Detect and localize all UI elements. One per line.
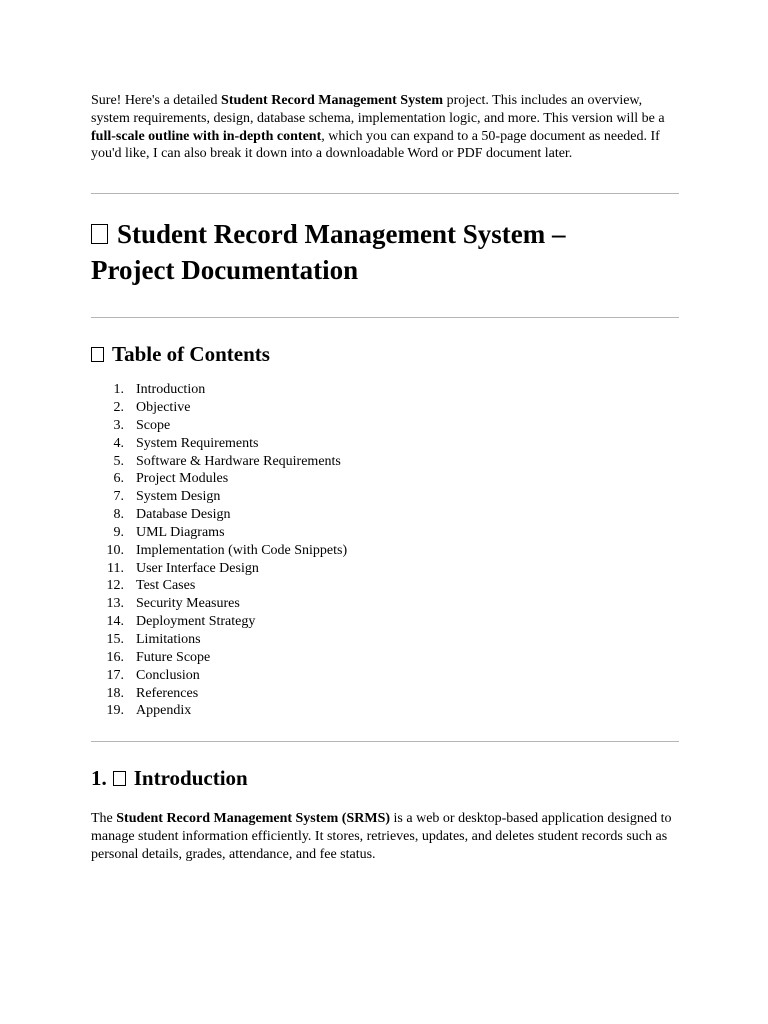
- intro-body-text-1: The: [91, 811, 117, 827]
- toc-item-label: Future Scope: [136, 649, 211, 665]
- toc-item: [91, 506, 679, 524]
- toc-item-label: References: [136, 685, 199, 701]
- document-page: [91, 92, 679, 864]
- toc-item: [91, 685, 679, 703]
- toc-item: [91, 577, 679, 595]
- toc-item-label: Database Design: [136, 507, 231, 523]
- intro-text-3: , which you can expand to a 50-page document as needed. If you'd like, I can also break it down into a downloadable Word or PDF document later.: [91, 128, 660, 162]
- toc-item: [91, 631, 679, 649]
- divider: [91, 741, 679, 742]
- toc-item-label: Conclusion: [136, 667, 200, 683]
- toc-item-number: 4.: [113, 435, 124, 451]
- toc-item-number: 14.: [106, 614, 124, 630]
- toc-item: [91, 453, 679, 471]
- toc-item-number: 17.: [106, 667, 124, 683]
- page-title-line-2: Project Documentation: [91, 255, 359, 286]
- toc-item: [91, 702, 679, 720]
- intro-bold-project-name: Student Record Management System: [221, 93, 444, 108]
- toc-item-label: Software & Hardware Requirements: [136, 453, 341, 469]
- intro-bold-outline: full-scale outline with in-depth content: [91, 128, 322, 144]
- toc-item: [91, 488, 679, 506]
- toc-item-label: UML Diagrams: [136, 524, 225, 540]
- intro-body-text-2: is a web or desktop-based application designed to manage student information efficiently. It stores, retrieves, updates, and deletes student records such as personal details, grades, attendance, and fee status.: [91, 811, 672, 862]
- toc-item-number: 15.: [106, 632, 124, 647]
- toc-item-number: 6.: [113, 471, 124, 487]
- toc-item: [91, 524, 679, 542]
- toc-heading: [91, 341, 679, 367]
- table-of-contents: [91, 381, 679, 720]
- page-title-line-1: Student Record Management System –: [117, 219, 566, 250]
- toc-item: [91, 649, 679, 667]
- toc-item: [91, 470, 679, 488]
- toc-item: [91, 417, 679, 435]
- missing-glyph-box-icon: [113, 771, 126, 786]
- introduction-paragraph: [91, 810, 679, 863]
- toc-item-number: 8.: [113, 507, 124, 523]
- intro-body-bold-srms: Student Record Management System (SRMS): [116, 811, 391, 827]
- section-number: 1.: [91, 766, 107, 791]
- toc-item: [91, 381, 679, 399]
- toc-item-label: Introduction: [136, 382, 206, 398]
- toc-item-label: Test Cases: [136, 578, 196, 594]
- intro-text-2: project. This includes an overview, system requirements, design, database schema, implementation logic, and more. This version will be a: [91, 93, 665, 126]
- toc-heading-label: Table of Contents: [112, 342, 270, 367]
- page-title: [91, 216, 679, 288]
- section-heading-label: Introduction: [133, 766, 248, 791]
- intro-paragraph: [91, 92, 679, 163]
- toc-item-number: 1.: [113, 382, 124, 398]
- toc-item-label: Scope: [136, 417, 171, 433]
- toc-item: [91, 667, 679, 685]
- toc-item-number: 5.: [113, 453, 124, 469]
- toc-item-number: 7.: [113, 489, 124, 505]
- toc-item: [91, 435, 679, 453]
- divider: [91, 193, 679, 194]
- toc-item-number: 11.: [107, 560, 124, 576]
- toc-item-number: 9.: [113, 524, 124, 540]
- toc-item-number: 16.: [106, 649, 124, 665]
- toc-item-label: System Design: [136, 489, 221, 505]
- toc-item-label: System Requirements: [136, 435, 259, 451]
- toc-item-label: Limitations: [136, 632, 201, 647]
- missing-glyph-box-icon: [91, 347, 104, 362]
- toc-item: [91, 595, 679, 613]
- toc-item-label: Appendix: [136, 703, 192, 719]
- toc-item: [91, 613, 679, 631]
- toc-item-number: 2.: [113, 400, 124, 416]
- toc-item-label: Project Modules: [136, 471, 229, 487]
- toc-item-number: 3.: [113, 417, 124, 433]
- toc-item-label: User Interface Design: [136, 560, 259, 576]
- toc-item-label: Deployment Strategy: [136, 614, 256, 630]
- toc-item: [91, 542, 679, 560]
- toc-item-number: 13.: [106, 596, 124, 612]
- toc-item-label: Implementation (with Code Snippets): [136, 542, 348, 558]
- section-heading-introduction: [91, 765, 679, 791]
- missing-glyph-box-icon: [91, 224, 108, 244]
- toc-item-number: 19.: [106, 703, 124, 719]
- toc-item-number: 10.: [106, 542, 124, 558]
- toc-item-number: 18.: [106, 685, 124, 701]
- toc-item-label: Objective: [136, 400, 191, 416]
- toc-item: [91, 399, 679, 417]
- intro-text-1: Sure! Here's a detailed: [91, 93, 222, 108]
- toc-item: [91, 560, 679, 578]
- divider: [91, 317, 679, 318]
- toc-item-number: 12.: [106, 578, 124, 594]
- toc-item-label: Security Measures: [136, 596, 240, 612]
